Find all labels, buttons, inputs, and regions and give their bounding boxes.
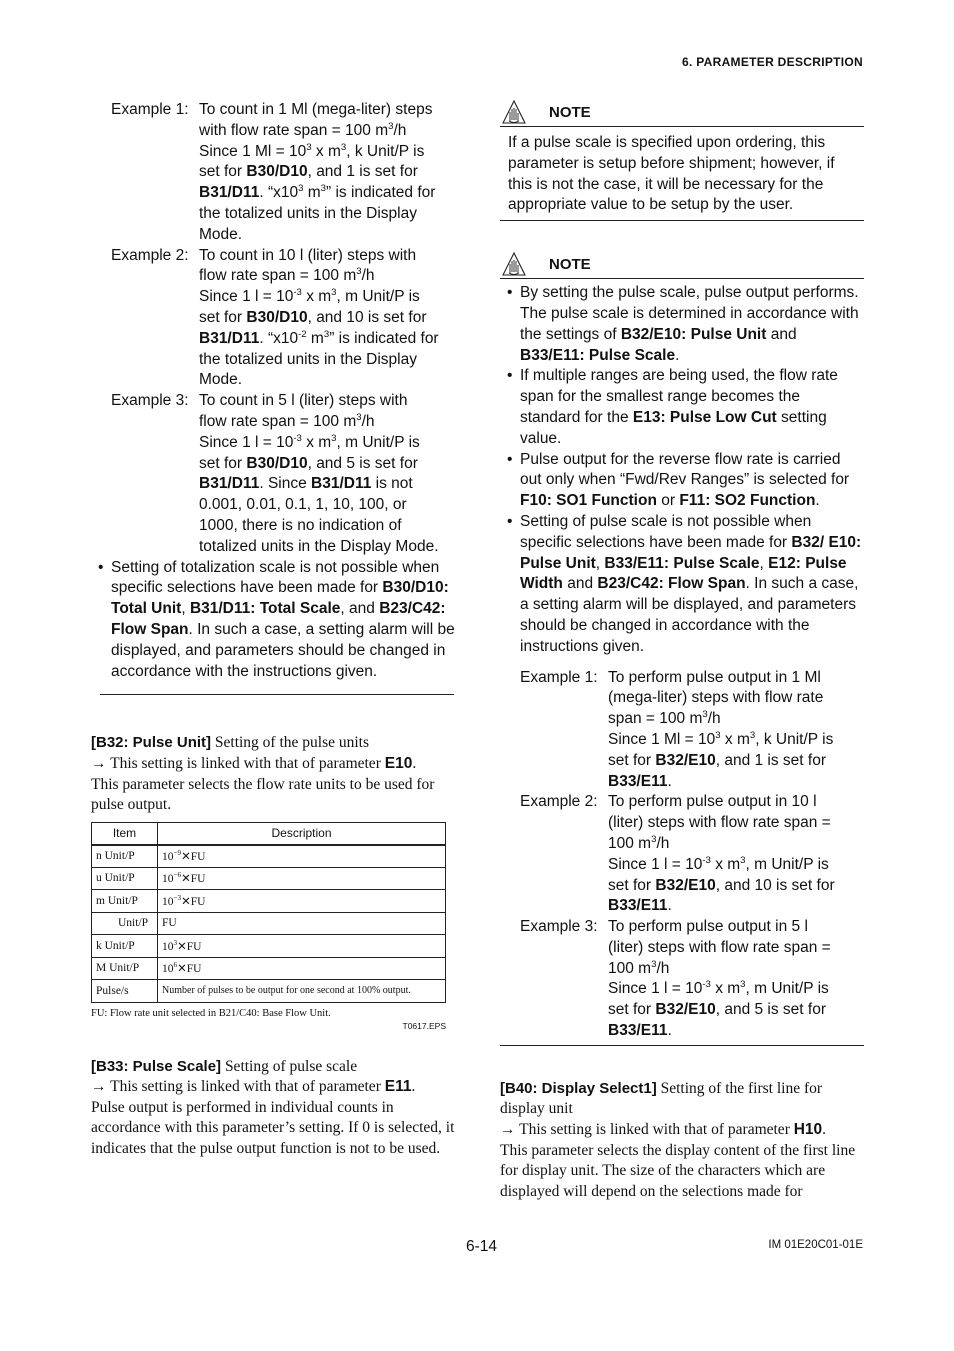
note-title: NOTE xyxy=(549,255,591,273)
note-bullet: • If multiple ranges are being used, the flow rate span for the smallest range becomes the standard for the E13: Pulse Low Cut setting value. xyxy=(507,367,838,447)
example-label: Example 1: xyxy=(111,101,189,118)
example-line: B31/D11. Since B31/D11 is not xyxy=(199,475,413,493)
b33-description: Pulse output is performed in individual counts in accordance with this parameter’s setting. If 0 is selected, it indicates that the pulse output function is not to be used. xyxy=(91,1098,455,1158)
bullet-dot: • xyxy=(98,558,104,576)
example-line: the totalized units in the Display xyxy=(199,204,417,222)
example-line: To count in 5 l (liter) steps with xyxy=(199,392,408,410)
table-row: k Unit/P $10^3✕FU$ xyxy=(92,935,446,958)
b32-description: This parameter selects the flow rate units to be used for pulse output. xyxy=(91,775,435,814)
b33-subtitle: Setting of pulse scale xyxy=(221,1057,358,1075)
table-row: Unit/P FU xyxy=(92,912,446,935)
totalization-bullet: • Setting of totalization scale is not possible when specific selections have been made for B30/D10: Total Unit, B31/D11: Total Scale, and B23/C42: Flow Span. In such a case, a setting alarm will be displayed, and parameters should be changed in accordance with the instructions given. xyxy=(98,558,455,680)
right-column xyxy=(500,98,864,1202)
note-bullet: • By setting the pulse scale, pulse output performs. The pulse scale is determined in accordance with the settings of B32/E10: Pulse Unit and B33/E11: Pulse Scale. xyxy=(507,284,859,364)
table-eps-label: T0617.EPS xyxy=(402,1020,446,1031)
example-label: Example 3: xyxy=(111,392,189,410)
col-description-header: Description xyxy=(158,822,446,845)
note-bullet: • Setting of pulse scale is not possible when specific selections have been made for B32/ E10: Pulse Unit, B33/E11: Pulse Scale, E12: Pulse Width and B23/C42: Flow Span. In such a case, a setting alarm will be displayed, and parameters should be changed in accordance with the instructions given. xyxy=(507,512,862,655)
page-number: 6-14 xyxy=(466,1238,498,1255)
note-2-bullets xyxy=(500,279,864,1042)
example-line: flow rate span = 100 $m^3/h$ xyxy=(199,266,375,285)
note-1-text: If a pulse scale is specified upon ordering, this parameter is setup before shipment; however, if this is not the case, it will be necessary for the appropriate value to be setup by the user. xyxy=(508,134,835,214)
hand-note-icon xyxy=(500,251,528,277)
example-line: Since 1 $l = 10^{-3}$ x $m^3$, m Unit/P is xyxy=(199,287,420,306)
right-example-1: Example 1: To perform pulse output in 1 Ml (mega-liter) steps with flow rate span = 100 $m^3/h$ Since 1 $Ml = 10^3$ x $m^3$, k Unit/P is set for B32/E10, and 1 is set for B33/E11. xyxy=(520,668,834,790)
note-bullet: • Pulse output for the reverse flow rate is carried out only when “Fwd/Rev Ranges” is selected for F10: SO1 Function or F11: SO2 Function. xyxy=(507,450,850,510)
left-example-2 xyxy=(111,246,456,392)
example-line: Mode. xyxy=(199,225,243,243)
example-line: with flow rate span = 100 $m^3/h$ xyxy=(199,120,407,139)
example-line: set for B30/D10, and 10 is set for xyxy=(199,308,427,326)
table-footnote: FU: Flow rate unit selected in B21/C40: Base Flow Unit. xyxy=(91,1007,331,1019)
b40-heading: [B40: Display Select1] xyxy=(500,1079,657,1097)
hand-note-icon xyxy=(500,99,528,125)
right-example-3: Example 3: To perform pulse output in 5 l (liter) steps with flow rate span = 100 $m^3/h$ Since 1 $l = 10^{-3}$ x $m^3$, m Unit/P is set for B32/E10, and 5 is set for B33/E11. xyxy=(520,918,831,1040)
example-label: Example 1: xyxy=(520,668,598,686)
note-1-heading xyxy=(500,98,864,126)
b33-heading: [B33: Pulse Scale] xyxy=(91,1057,222,1075)
b32-link-line: → This setting is linked with that of parameter E10. xyxy=(91,754,417,772)
example-line: B31/D11. “$x10^{-2}$ $m^3$” is indicated for xyxy=(199,328,439,347)
example-line: the totalized units in the Display xyxy=(199,350,417,368)
right-example-2: Example 2: To perform pulse output in 10 l (liter) steps with flow rate span = 100 $m^3/h$ Since 1 $l = 10^{-3}$ x $m^3$, m Unit/P is set for B32/E10, and 10 is set for B33/E11. xyxy=(520,793,835,915)
example-line: 1000, there is no indication of xyxy=(199,516,402,534)
example-label: Example 2: xyxy=(111,246,189,264)
document-id: IM 01E20C01-01E xyxy=(768,1239,863,1251)
table-row: Pulse/s Number of pulses to be output for one second at 100% output. xyxy=(92,980,446,1003)
col-item-header: Item xyxy=(92,822,158,845)
divider xyxy=(100,694,454,695)
left-column xyxy=(91,100,456,1160)
pulse-unit-table xyxy=(91,822,446,1003)
table-header-row xyxy=(92,822,446,845)
example-line: Since 1 $Ml = 10^3$ x $m^3$, k Unit/P is xyxy=(199,141,425,160)
example-line: To count in 10 l (liter) steps with xyxy=(199,246,417,264)
example-line: B31/D11. “$x10^3$ $m^3$” is indicated for xyxy=(199,183,436,202)
note-1-bottom-rule xyxy=(500,220,864,221)
b40-section xyxy=(500,1079,864,1203)
example-line: Since 1 $l = 10^{-3}$ x $m^3$, m Unit/P is xyxy=(199,432,420,451)
table-row: M Unit/P $10^6✕FU$ xyxy=(92,957,446,980)
example-line: Mode. xyxy=(199,371,243,389)
b40-link-line: → This setting is linked with that of parameter H10. xyxy=(500,1121,827,1139)
b32-subtitle: Setting of the pulse units xyxy=(211,734,370,752)
section-header: 6. PARAMETER DESCRIPTION xyxy=(682,55,863,69)
example-line: totalized units in the Display Mode. xyxy=(199,537,439,555)
b40-subtitle: Setting of the first line for display unit xyxy=(500,1079,823,1118)
example-line: set for B30/D10, and 1 is set for xyxy=(199,163,418,181)
table-row: u Unit/P $10^{-6}✕FU$ xyxy=(92,867,446,890)
note-title: NOTE xyxy=(549,103,591,121)
note-2-heading xyxy=(500,250,864,278)
table-row: n Unit/P $10^{-9}✕FU$ xyxy=(92,845,446,868)
left-example-3 xyxy=(111,391,456,557)
b33-link-line: → This setting is linked with that of parameter E11. xyxy=(91,1078,416,1096)
example-line: set for B30/D10, and 5 is set for xyxy=(199,454,418,472)
table-row: m Unit/P $10^{-3}✕FU$ xyxy=(92,890,446,913)
example-label: Example 3: xyxy=(520,918,598,936)
b32-heading: [B32: Pulse Unit] xyxy=(91,734,212,752)
b40-description: This parameter selects the display content of the first line for display unit. The size of the characters which are displayed will depend on the selections made for xyxy=(500,1141,856,1200)
left-example-1 xyxy=(111,100,456,246)
note-2-bottom-rule xyxy=(500,1045,864,1046)
b32-section xyxy=(91,733,456,815)
example-line: flow rate span = 100 $m^3/h$ xyxy=(199,411,375,430)
b33-section xyxy=(91,1057,456,1160)
example-line: To count in 1 Ml (mega-liter) steps xyxy=(199,101,433,118)
example-line: 0.001, 0.01, 0.1, 1, 10, 100, or xyxy=(199,496,407,514)
example-label: Example 2: xyxy=(520,793,598,811)
